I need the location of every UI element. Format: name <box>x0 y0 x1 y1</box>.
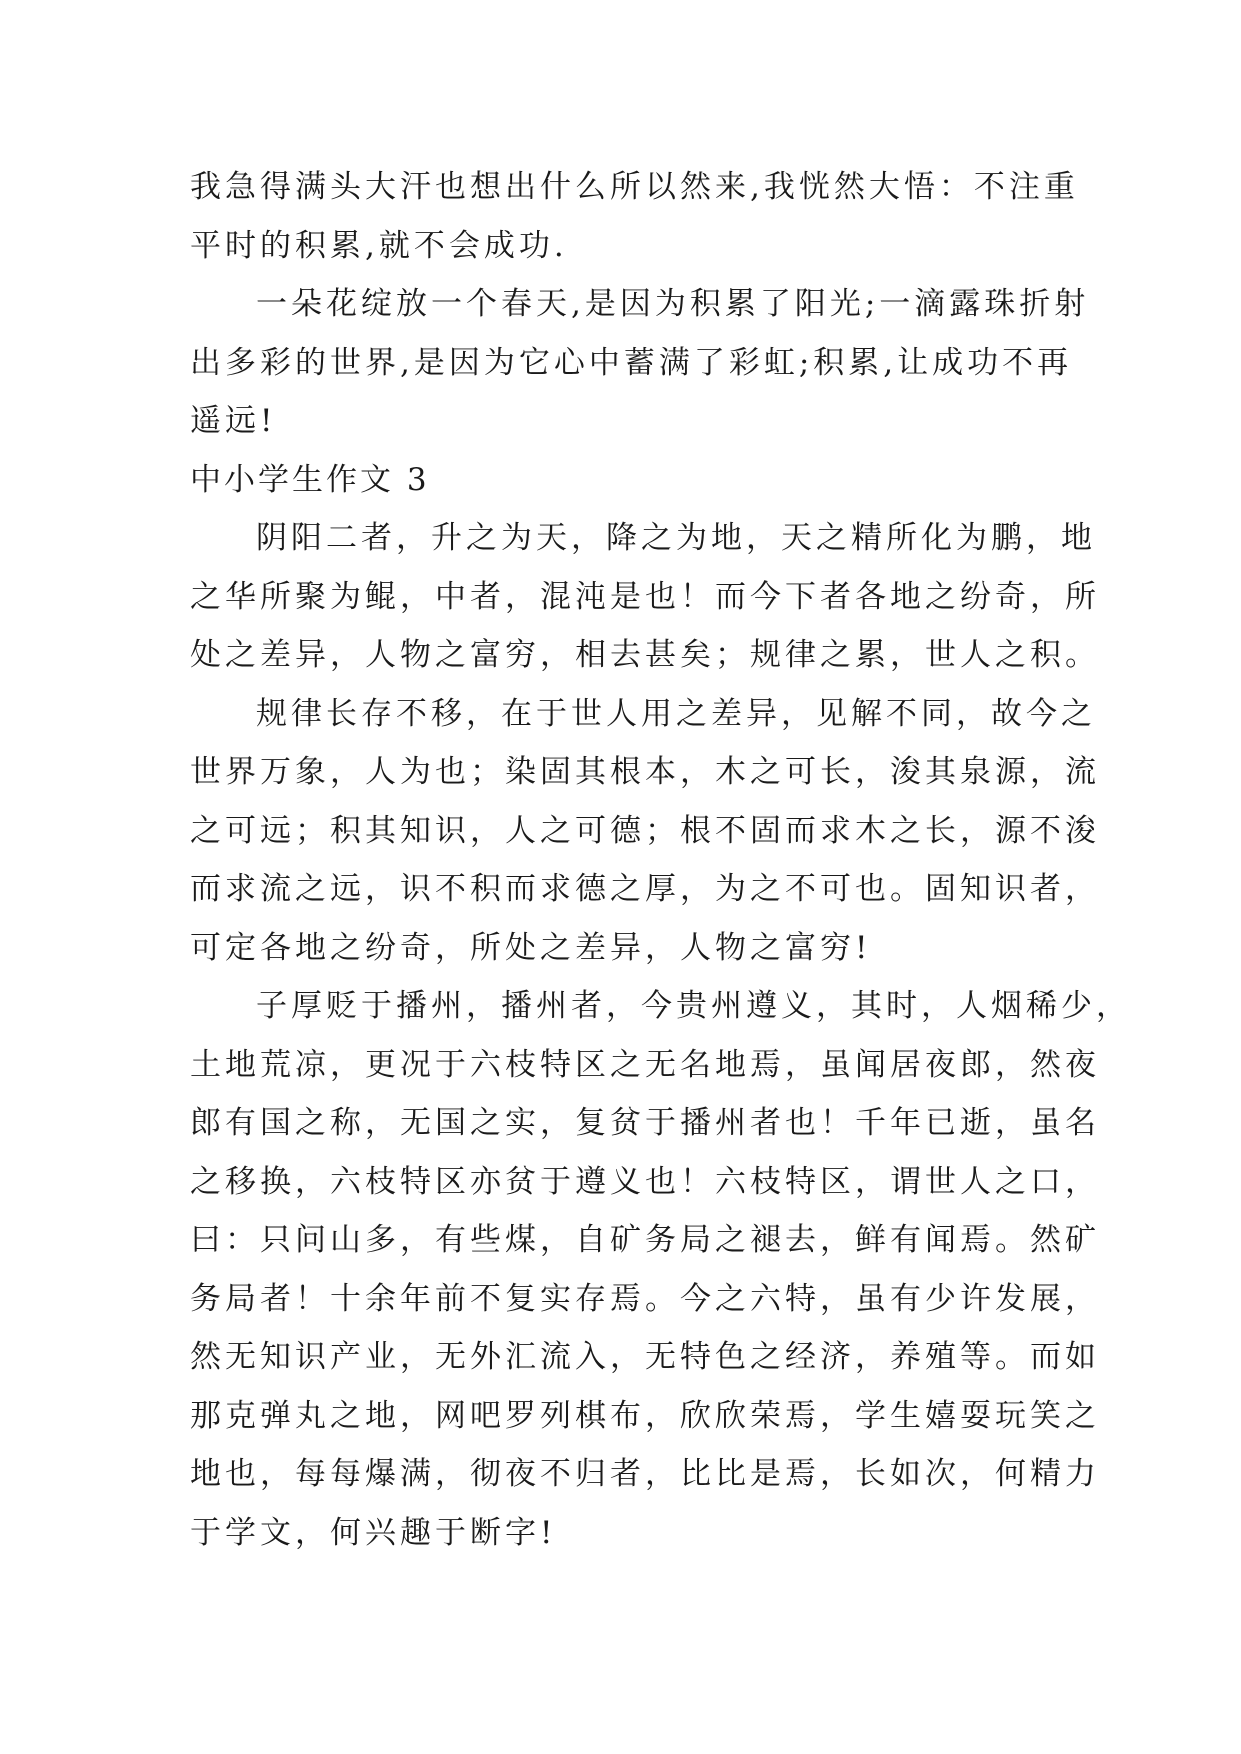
paragraph-line: 曰：只问山多，有些煤，自矿务局之褪去，鲜有闻焉。然矿 <box>190 1222 1100 1258</box>
paragraph-line: 处之差异，人物之富穷，相去甚矣；规律之累，世人之积。 <box>190 637 1100 673</box>
paragraph-line: 土地荒凉，更况于六枝特区之无名地焉，虽闻居夜郎，然夜 <box>190 1046 1100 1083</box>
paragraph-line: 郎有国之称，无国之实，复贫于播州者也！千年已逝，虽名 <box>190 1105 1100 1141</box>
paragraph-line: 务局者！十余年前不复实存焉。今之六特，虽有少许发展， <box>190 1280 1100 1317</box>
paragraph-line: 阴阳二者，升之为天，降之为地，天之精所化为鹏，地 <box>256 520 1096 556</box>
paragraph-line: 地也，每每爆满，彻夜不归者，比比是焉，长如次，何精力 <box>190 1456 1100 1492</box>
paragraph-line: 规律长存不移，在于世人用之差异，见解不同，故今之 <box>256 695 1096 732</box>
paragraph-line: 然无知识产业，无外汇流入，无特色之经济，养殖等。而如 <box>190 1339 1100 1375</box>
paragraph-line: 可定各地之纷奇，所处之差异，人物之富穷! <box>190 929 872 966</box>
paragraph-line: 之华所聚为鲲，中者，混沌是也！而今下者各地之纷奇，所 <box>190 578 1100 615</box>
section-heading: 中小学生作文 3 <box>190 461 430 498</box>
paragraph-line: 子厚贬于播州，播州者，今贵州遵义，其时，人烟稀少， <box>256 988 1131 1024</box>
paragraph-line: 之可远；积其知识，人之可德；根不固而求木之长，源不浚 <box>190 812 1100 849</box>
paragraph-line: 一朵花绽放一个春天,是因为积累了阳光;一滴露珠折射 <box>256 286 1090 322</box>
paragraph-line: 世界万象，人为也；染固其根本，木之可长，浚其泉源，流 <box>190 754 1100 790</box>
paragraph-line: 我急得满头大汗也想出什么所以然来,我恍然大悟：不注重 <box>190 169 1079 205</box>
paragraph-line: 遥远! <box>190 403 277 439</box>
paragraph-line: 而求流之远，识不积而求德之厚，为之不可也。固知识者， <box>190 871 1100 907</box>
paragraph-line: 于学文，何兴趣于断字! <box>190 1514 557 1551</box>
document-body <box>190 158 1131 1562</box>
paragraph-line: 那克弹丸之地，网吧罗列棋布，欣欣荣焉，学生嬉耍玩笑之 <box>190 1397 1100 1434</box>
paragraph-line: 之移换，六枝特区亦贫于遵义也！六枝特区，谓世人之口， <box>190 1163 1100 1200</box>
paragraph-line: 出多彩的世界,是因为它心中蓄满了彩虹;积累,让成功不再 <box>190 344 1073 381</box>
paragraph-line: 平时的积累,就不会成功. <box>190 227 568 264</box>
